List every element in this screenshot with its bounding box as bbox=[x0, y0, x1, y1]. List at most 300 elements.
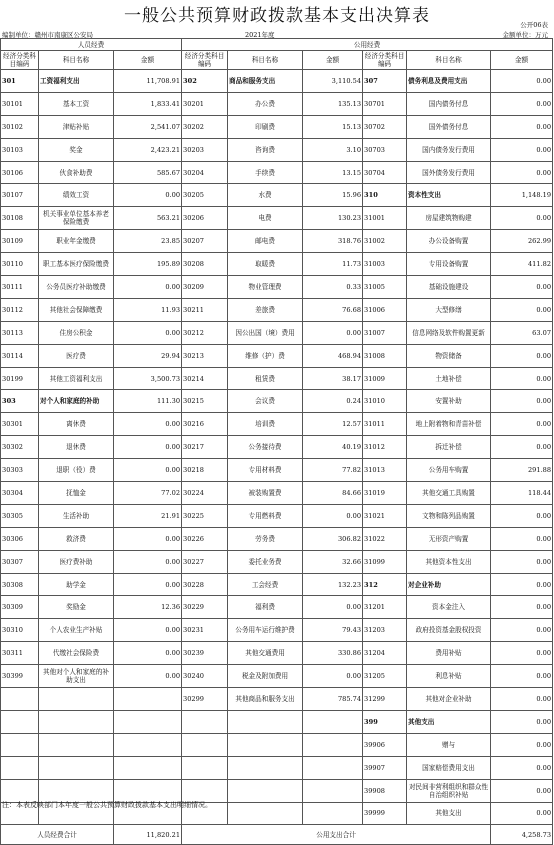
cell-code: 30239 bbox=[182, 642, 228, 665]
cell-item-name: 其他支出 bbox=[407, 710, 491, 733]
cell-code: 30212 bbox=[182, 321, 228, 344]
cell-item-name: 公务用车购置 bbox=[407, 459, 491, 482]
cell-amount bbox=[303, 779, 363, 802]
cell-item-name: 其他工资福利支出 bbox=[39, 367, 114, 390]
column-header-code: 经济分类科目编码 bbox=[363, 51, 407, 70]
cell-code: 30299 bbox=[182, 688, 228, 711]
cell-amount: 0.00 bbox=[491, 161, 553, 184]
cell-amount bbox=[114, 779, 182, 802]
cell-code: 31008 bbox=[363, 344, 407, 367]
cell-amount: 118.44 bbox=[491, 482, 553, 505]
table-row bbox=[1, 138, 553, 161]
cell-amount: 0.00 bbox=[491, 504, 553, 527]
cell-amount: 2,541.07 bbox=[114, 115, 182, 138]
cell-code: 30107 bbox=[1, 184, 39, 207]
cell-amount: 135.13 bbox=[303, 92, 363, 115]
cell-item-name: 利息补贴 bbox=[407, 665, 491, 688]
cell-code: 31013 bbox=[363, 459, 407, 482]
cell-code: 30101 bbox=[1, 92, 39, 115]
cell-item-name: 基本工资 bbox=[39, 92, 114, 115]
cell-amount: 63.07 bbox=[491, 321, 553, 344]
cell-amount: 0.00 bbox=[491, 344, 553, 367]
cell-amount: 12.57 bbox=[303, 413, 363, 436]
cell-code bbox=[1, 710, 39, 733]
cell-code: 31001 bbox=[363, 207, 407, 230]
cell-code: 30311 bbox=[1, 642, 39, 665]
cell-item-name: 福利费 bbox=[228, 596, 303, 619]
cell-code: 30225 bbox=[182, 504, 228, 527]
table-row bbox=[1, 276, 553, 299]
cell-code: 30207 bbox=[182, 230, 228, 253]
cell-amount: 306.82 bbox=[303, 527, 363, 550]
cell-amount: 13.15 bbox=[303, 161, 363, 184]
cell-item-name: 退职（役）费 bbox=[39, 459, 114, 482]
cell-item-name bbox=[39, 733, 114, 756]
cell-code: 31007 bbox=[363, 321, 407, 344]
cell-amount: 0.00 bbox=[491, 573, 553, 596]
cell-item-name: 退休费 bbox=[39, 436, 114, 459]
cell-item-name: 赠与 bbox=[407, 733, 491, 756]
cell-code: 30218 bbox=[182, 459, 228, 482]
cell-code: 39999 bbox=[363, 802, 407, 825]
cell-item-name: 安置补助 bbox=[407, 390, 491, 413]
table-row bbox=[1, 321, 553, 344]
cell-amount bbox=[303, 802, 363, 825]
cell-item-name: 工资福利支出 bbox=[39, 70, 114, 93]
cell-amount bbox=[303, 733, 363, 756]
cell-code: 30704 bbox=[363, 161, 407, 184]
column-header-amount: 金额 bbox=[491, 51, 553, 70]
cell-amount: 29.94 bbox=[114, 344, 182, 367]
cell-item-name: 政府投资基金股权投资 bbox=[407, 619, 491, 642]
cell-code bbox=[1, 688, 39, 711]
cell-amount: 0.00 bbox=[114, 184, 182, 207]
cell-amount: 330.86 bbox=[303, 642, 363, 665]
column-header-name: 科目名称 bbox=[407, 51, 491, 70]
table-row bbox=[1, 253, 553, 276]
cell-code: 31204 bbox=[363, 642, 407, 665]
cell-amount: 0.00 bbox=[491, 367, 553, 390]
column-header-code: 经济分类科目编码 bbox=[182, 51, 228, 70]
cell-item-name: 救济费 bbox=[39, 527, 114, 550]
cell-amount: 0.00 bbox=[303, 596, 363, 619]
cell-code: 31002 bbox=[363, 230, 407, 253]
cell-item-name bbox=[228, 802, 303, 825]
table-row bbox=[1, 642, 553, 665]
cell-item-name bbox=[39, 756, 114, 779]
table-row bbox=[1, 596, 553, 619]
cell-amount: 0.00 bbox=[303, 321, 363, 344]
cell-code: 30702 bbox=[363, 115, 407, 138]
table-row bbox=[1, 413, 553, 436]
cell-code: 30231 bbox=[182, 619, 228, 642]
cell-amount: 0.24 bbox=[303, 390, 363, 413]
cell-amount: 0.00 bbox=[491, 298, 553, 321]
cell-code: 310 bbox=[363, 184, 407, 207]
cell-item-name: 无形资产购置 bbox=[407, 527, 491, 550]
cell-code: 31099 bbox=[363, 550, 407, 573]
cell-code bbox=[182, 733, 228, 756]
column-header-name: 科目名称 bbox=[228, 51, 303, 70]
cell-code: 31019 bbox=[363, 482, 407, 505]
table-row bbox=[1, 573, 553, 596]
cell-amount: 0.00 bbox=[491, 619, 553, 642]
cell-code: 302 bbox=[182, 70, 228, 93]
cell-item-name: 代缴社会保险费 bbox=[39, 642, 114, 665]
cell-item-name bbox=[228, 779, 303, 802]
cell-item-name: 国外债务发行费用 bbox=[407, 161, 491, 184]
cell-code: 30114 bbox=[1, 344, 39, 367]
cell-amount: 79.43 bbox=[303, 619, 363, 642]
cell-amount: 77.02 bbox=[114, 482, 182, 505]
table-row bbox=[1, 344, 553, 367]
section-personnel-header: 人员经费 bbox=[1, 39, 182, 51]
cell-amount bbox=[114, 733, 182, 756]
table-row bbox=[1, 459, 553, 482]
cell-item-name: 委托业务费 bbox=[228, 550, 303, 573]
cell-code: 30309 bbox=[1, 596, 39, 619]
cell-code: 312 bbox=[363, 573, 407, 596]
cell-item-name: 津贴补贴 bbox=[39, 115, 114, 138]
cell-item-name: 印刷费 bbox=[228, 115, 303, 138]
cell-amount: 0.00 bbox=[114, 550, 182, 573]
cell-amount: 0.00 bbox=[491, 642, 553, 665]
cell-amount bbox=[114, 710, 182, 733]
cell-code: 30216 bbox=[182, 413, 228, 436]
cell-amount: 0.00 bbox=[491, 276, 553, 299]
cell-code: 30209 bbox=[182, 276, 228, 299]
cell-amount: 11.93 bbox=[114, 298, 182, 321]
cell-item-name: 医疗费 bbox=[39, 344, 114, 367]
cell-amount: 262.99 bbox=[491, 230, 553, 253]
cell-item-name bbox=[39, 779, 114, 802]
column-header-code: 经济分类科目编码 bbox=[1, 51, 39, 70]
cell-item-name bbox=[228, 756, 303, 779]
cell-amount: 0.00 bbox=[303, 665, 363, 688]
cell-item-name: 地上附着物和青苗补偿 bbox=[407, 413, 491, 436]
cell-code: 30301 bbox=[1, 413, 39, 436]
cell-code: 31201 bbox=[363, 596, 407, 619]
cell-item-name: 会议费 bbox=[228, 390, 303, 413]
cell-item-name: 劳务费 bbox=[228, 527, 303, 550]
cell-amount: 0.00 bbox=[491, 665, 553, 688]
cell-item-name: 对民间非营利组织和群众性自治组织补贴 bbox=[407, 779, 491, 802]
cell-amount: 3,110.54 bbox=[303, 70, 363, 93]
cell-amount: 0.00 bbox=[491, 710, 553, 733]
table-row bbox=[1, 70, 553, 93]
cell-item-name: 离休费 bbox=[39, 413, 114, 436]
total-personnel-value: 11,820.21 bbox=[114, 825, 182, 845]
cell-code: 39907 bbox=[363, 756, 407, 779]
cell-item-name: 被装购置费 bbox=[228, 482, 303, 505]
table-row bbox=[1, 550, 553, 573]
cell-code: 31012 bbox=[363, 436, 407, 459]
cell-item-name: 其他支出 bbox=[407, 802, 491, 825]
table-row bbox=[1, 367, 553, 390]
cell-item-name: 办公费 bbox=[228, 92, 303, 115]
cell-code: 399 bbox=[363, 710, 407, 733]
cell-amount: 0.00 bbox=[491, 733, 553, 756]
cell-item-name: 基础设施建设 bbox=[407, 276, 491, 299]
cell-amount bbox=[303, 756, 363, 779]
cell-amount: 15.96 bbox=[303, 184, 363, 207]
cell-code: 30110 bbox=[1, 253, 39, 276]
table-row bbox=[1, 115, 553, 138]
cell-item-name: 办公设备购置 bbox=[407, 230, 491, 253]
cell-code: 31006 bbox=[363, 298, 407, 321]
cell-code: 30111 bbox=[1, 276, 39, 299]
cell-item-name: 文物和陈列品购置 bbox=[407, 504, 491, 527]
cell-item-name: 房屋建筑物购建 bbox=[407, 207, 491, 230]
footnote: 注：本表反映部门本年度一般公共预算财政拨款基本支出明细情况。 bbox=[2, 801, 212, 809]
cell-code: 30109 bbox=[1, 230, 39, 253]
cell-amount: 0.00 bbox=[491, 390, 553, 413]
total-personnel-label: 人员经费合计 bbox=[1, 825, 114, 845]
cell-amount: 468.94 bbox=[303, 344, 363, 367]
cell-code: 30102 bbox=[1, 115, 39, 138]
cell-code: 31003 bbox=[363, 253, 407, 276]
cell-amount bbox=[114, 756, 182, 779]
table-row bbox=[1, 527, 553, 550]
cell-amount: 0.33 bbox=[303, 276, 363, 299]
cell-item-name: 取暖费 bbox=[228, 253, 303, 276]
cell-code: 30103 bbox=[1, 138, 39, 161]
table-row bbox=[1, 298, 553, 321]
cell-amount: 0.00 bbox=[491, 756, 553, 779]
cell-item-name: 维修（护）费 bbox=[228, 344, 303, 367]
cell-code: 30302 bbox=[1, 436, 39, 459]
cell-code: 30308 bbox=[1, 573, 39, 596]
cell-code bbox=[182, 756, 228, 779]
cell-code: 30303 bbox=[1, 459, 39, 482]
cell-amount: 23.85 bbox=[114, 230, 182, 253]
column-header-amount: 金额 bbox=[303, 51, 363, 70]
cell-amount: 0.00 bbox=[114, 459, 182, 482]
table-row bbox=[1, 92, 553, 115]
cell-item-name: 大型修缮 bbox=[407, 298, 491, 321]
cell-item-name: 国外债务付息 bbox=[407, 115, 491, 138]
cell-amount: 0.00 bbox=[491, 436, 553, 459]
cell-code: 31011 bbox=[363, 413, 407, 436]
cell-amount: 411.82 bbox=[491, 253, 553, 276]
cell-amount bbox=[303, 710, 363, 733]
cell-code: 30701 bbox=[363, 92, 407, 115]
cell-item-name bbox=[228, 733, 303, 756]
cell-item-name: 邮电费 bbox=[228, 230, 303, 253]
table-row bbox=[1, 756, 553, 779]
cell-item-name: 职工基本医疗保险缴费 bbox=[39, 253, 114, 276]
cell-amount: 291.88 bbox=[491, 459, 553, 482]
cell-item-name: 商品和服务支出 bbox=[228, 70, 303, 93]
cell-item-name: 手续费 bbox=[228, 161, 303, 184]
cell-item-name bbox=[228, 710, 303, 733]
cell-code: 303 bbox=[1, 390, 39, 413]
cell-code: 31021 bbox=[363, 504, 407, 527]
cell-code bbox=[1, 733, 39, 756]
cell-code: 30202 bbox=[182, 115, 228, 138]
table-code: 公开06表 bbox=[520, 21, 548, 29]
cell-item-name: 奖励金 bbox=[39, 596, 114, 619]
cell-item-name: 医疗费补助 bbox=[39, 550, 114, 573]
cell-amount: 21.91 bbox=[114, 504, 182, 527]
cell-code: 30213 bbox=[182, 344, 228, 367]
table-row bbox=[1, 733, 553, 756]
cell-item-name: 债务利息及费用支出 bbox=[407, 70, 491, 93]
cell-amount: 1,148.19 bbox=[491, 184, 553, 207]
cell-code: 39908 bbox=[363, 779, 407, 802]
cell-amount: 76.68 bbox=[303, 298, 363, 321]
cell-amount: 0.00 bbox=[114, 321, 182, 344]
cell-item-name: 国家赔偿费用支出 bbox=[407, 756, 491, 779]
cell-item-name: 助学金 bbox=[39, 573, 114, 596]
cell-item-name: 住房公积金 bbox=[39, 321, 114, 344]
cell-item-name: 生活补助 bbox=[39, 504, 114, 527]
table-row bbox=[1, 665, 553, 688]
table-row bbox=[1, 504, 553, 527]
cell-code: 30227 bbox=[182, 550, 228, 573]
cell-amount: 0.00 bbox=[491, 115, 553, 138]
cell-code: 31005 bbox=[363, 276, 407, 299]
table-body bbox=[1, 70, 553, 825]
cell-item-name: 物资储备 bbox=[407, 344, 491, 367]
cell-amount: 0.00 bbox=[491, 688, 553, 711]
cell-amount: 11,708.91 bbox=[114, 70, 182, 93]
cell-amount: 0.00 bbox=[114, 619, 182, 642]
cell-item-name: 国内债务付息 bbox=[407, 92, 491, 115]
cell-item-name: 土地补偿 bbox=[407, 367, 491, 390]
cell-code bbox=[1, 756, 39, 779]
cell-code: 30228 bbox=[182, 573, 228, 596]
cell-amount: 0.00 bbox=[491, 70, 553, 93]
table-row bbox=[1, 207, 553, 230]
table-row bbox=[1, 710, 553, 733]
cell-amount: 195.89 bbox=[114, 253, 182, 276]
table-row bbox=[1, 184, 553, 207]
cell-code: 30217 bbox=[182, 436, 228, 459]
cell-item-name: 资本金注入 bbox=[407, 596, 491, 619]
cell-code: 31009 bbox=[363, 367, 407, 390]
cell-code: 30112 bbox=[1, 298, 39, 321]
cell-code: 30205 bbox=[182, 184, 228, 207]
cell-code: 30208 bbox=[182, 253, 228, 276]
cell-code bbox=[182, 779, 228, 802]
cell-item-name: 个人农业生产补贴 bbox=[39, 619, 114, 642]
cell-item-name: 水费 bbox=[228, 184, 303, 207]
report-year: 2021年度 bbox=[245, 31, 275, 39]
cell-code: 30204 bbox=[182, 161, 228, 184]
cell-code: 31010 bbox=[363, 390, 407, 413]
cell-amount: 0.00 bbox=[491, 413, 553, 436]
cell-amount: 0.00 bbox=[491, 779, 553, 802]
cell-item-name: 抚恤金 bbox=[39, 482, 114, 505]
cell-amount: 84.66 bbox=[303, 482, 363, 505]
cell-item-name: 其他交通费用 bbox=[228, 642, 303, 665]
cell-amount: 563.21 bbox=[114, 207, 182, 230]
cell-item-name: 工会经费 bbox=[228, 573, 303, 596]
cell-code: 39906 bbox=[363, 733, 407, 756]
column-header-name: 科目名称 bbox=[39, 51, 114, 70]
cell-amount: 15.13 bbox=[303, 115, 363, 138]
cell-code: 30226 bbox=[182, 527, 228, 550]
cell-item-name: 培训费 bbox=[228, 413, 303, 436]
cell-amount: 38.17 bbox=[303, 367, 363, 390]
total-public-label: 公用支出合计 bbox=[182, 825, 491, 845]
cell-amount: 3,500.73 bbox=[114, 367, 182, 390]
cell-code: 30703 bbox=[363, 138, 407, 161]
table-row bbox=[1, 230, 553, 253]
cell-amount: 0.00 bbox=[114, 573, 182, 596]
cell-code: 30399 bbox=[1, 665, 39, 688]
cell-code: 30106 bbox=[1, 161, 39, 184]
table-row bbox=[1, 688, 553, 711]
cell-code: 31299 bbox=[363, 688, 407, 711]
cell-item-name: 咨询费 bbox=[228, 138, 303, 161]
cell-item-name: 其他社会保障缴费 bbox=[39, 298, 114, 321]
cell-amount: 0.00 bbox=[491, 138, 553, 161]
money-unit: 金额单位：万元 bbox=[502, 31, 548, 39]
cell-item-name: 因公出国（境）费用 bbox=[228, 321, 303, 344]
table-row bbox=[1, 436, 553, 459]
cell-item-name: 租赁费 bbox=[228, 367, 303, 390]
cell-item-name: 其他交通工具购置 bbox=[407, 482, 491, 505]
cell-amount: 0.00 bbox=[303, 504, 363, 527]
cell-code: 30304 bbox=[1, 482, 39, 505]
cell-code: 31203 bbox=[363, 619, 407, 642]
compiling-unit: 编制单位：赣州市南康区公安局 bbox=[2, 31, 93, 39]
cell-amount: 0.00 bbox=[491, 802, 553, 825]
cell-amount: 132.23 bbox=[303, 573, 363, 596]
cell-amount: 0.00 bbox=[114, 413, 182, 436]
cell-code bbox=[182, 710, 228, 733]
cell-amount: 0.00 bbox=[491, 527, 553, 550]
cell-code: 31205 bbox=[363, 665, 407, 688]
cell-code: 30113 bbox=[1, 321, 39, 344]
cell-item-name: 公务用车运行维护费 bbox=[228, 619, 303, 642]
cell-amount: 0.00 bbox=[114, 665, 182, 688]
cell-item-name: 公务员医疗补助缴费 bbox=[39, 276, 114, 299]
cell-code: 30305 bbox=[1, 504, 39, 527]
cell-code: 30215 bbox=[182, 390, 228, 413]
cell-amount: 0.00 bbox=[491, 207, 553, 230]
cell-code: 30224 bbox=[182, 482, 228, 505]
cell-item-name: 对企业补助 bbox=[407, 573, 491, 596]
report-title: 一般公共预算财政拨款基本支出决算表 bbox=[124, 6, 430, 26]
cell-code: 30229 bbox=[182, 596, 228, 619]
cell-amount: 2,423.21 bbox=[114, 138, 182, 161]
total-public-value: 4,258.73 bbox=[491, 825, 553, 845]
cell-amount: 77.82 bbox=[303, 459, 363, 482]
cell-item-name: 专用燃料费 bbox=[228, 504, 303, 527]
cell-amount: 585.67 bbox=[114, 161, 182, 184]
cell-code: 30201 bbox=[182, 92, 228, 115]
cell-code: 30206 bbox=[182, 207, 228, 230]
cell-code: 30211 bbox=[182, 298, 228, 321]
cell-code: 30240 bbox=[182, 665, 228, 688]
cell-amount: 0.00 bbox=[491, 596, 553, 619]
cell-item-name: 公务接待费 bbox=[228, 436, 303, 459]
cell-item-name: 职业年金缴费 bbox=[39, 230, 114, 253]
table-row bbox=[1, 779, 553, 802]
cell-amount: 3.10 bbox=[303, 138, 363, 161]
cell-item-name: 其他商品和服务支出 bbox=[228, 688, 303, 711]
table-row bbox=[1, 390, 553, 413]
cell-item-name: 绩效工资 bbox=[39, 184, 114, 207]
column-header-amount: 金额 bbox=[114, 51, 182, 70]
cell-amount: 111.30 bbox=[114, 390, 182, 413]
cell-item-name: 伙食补助费 bbox=[39, 161, 114, 184]
cell-item-name: 差旅费 bbox=[228, 298, 303, 321]
cell-item-name: 机关事业单位基本养老保险缴费 bbox=[39, 207, 114, 230]
